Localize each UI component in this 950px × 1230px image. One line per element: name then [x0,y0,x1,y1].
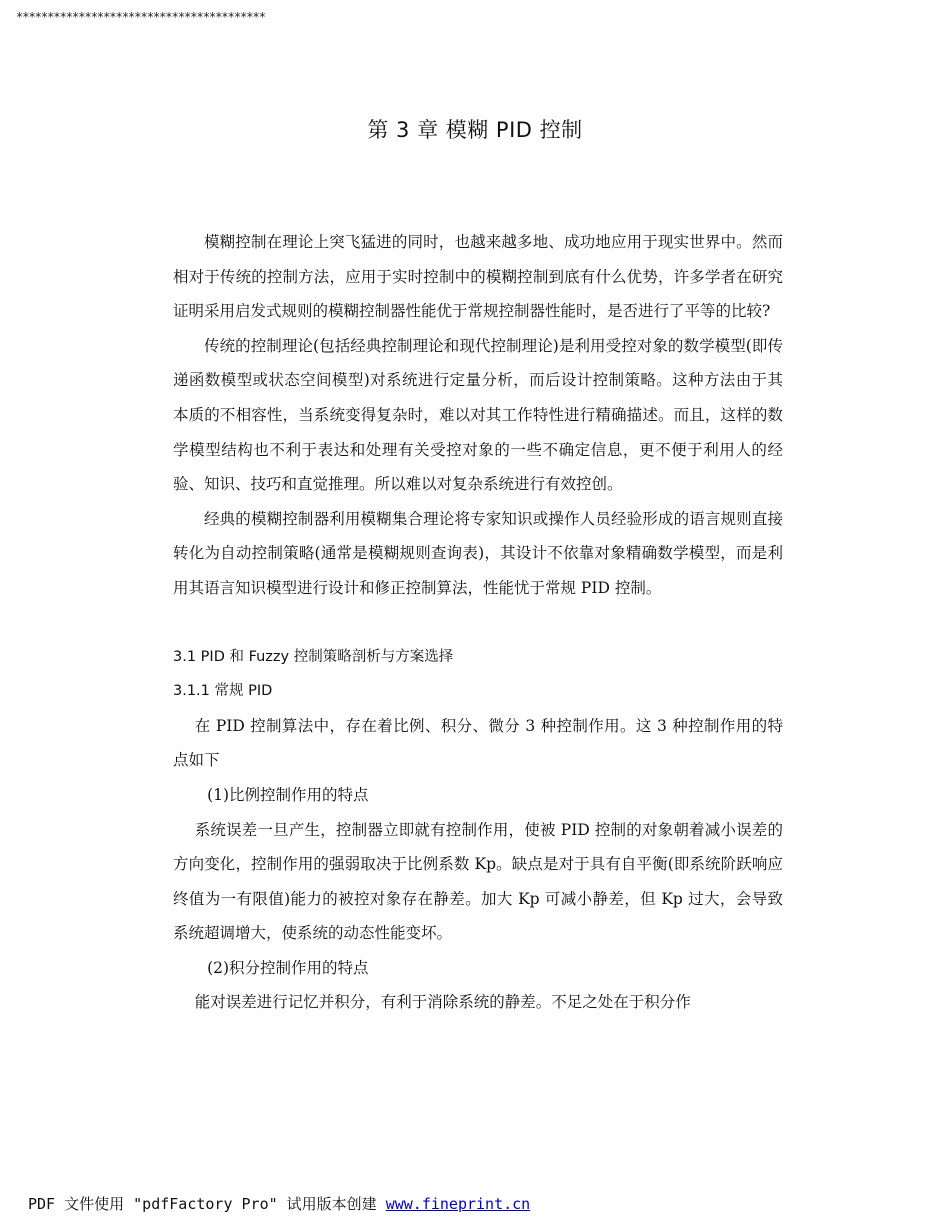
paragraph-intro: 模糊控制在理论上突飞猛进的同时，也越来越多地、成功地应用于现实世界中。然而相对于传统的控制方法，应用于实时控制中的模糊控制到底有什么优势，许多学者在研究证明采用启发式规则的模糊控制器性能优于常规控制器性能时，是否进行了平等的比较? [173,233,783,321]
paragraph-proportional: 系统误差一旦产生，控制器立即就有控制作用，使被 PID 控制的对象朝着减小误差的方向变化，控制作用的强弱取决于比例系数 Kp。缺点是对于具有自平衡(即系统阶跃响应终值为一有限值)能力的被控对象存在静差。加大 Kp 可减小静差，但 Kp 过大，会导致系统超调增大，使系统的动态性能变坏。 [173,820,783,943]
paragraph-integral: 能对误差进行记忆并积分，有利于消除系统的静差。不足之处在于积分作 [194,993,691,1012]
footer-link[interactable]: www.fineprint.cn [385,1195,531,1213]
paragraph-traditional-control: 传统的控制理论(包括经典控制理论和现代控制理论)是利用受控对象的数学模型(即传递函数模型或状态空间模型)对系统进行定量分析，而后设计控制策略。这种方法由于其本质的不相容性，当系统变得复杂时，难以对其工作特性进行精确描述。而且，这样的数学模型结构也不利于表达和处理有关受控对象的一些不确定信息，更不便于利用人的经验、知识、技巧和直觉推理。所以难以对复杂系统进行有效控创。 [173,336,783,494]
footer-text: PDF 文件使用 "pdfFactory Pro" 试用版本创建 [28,1195,386,1213]
paragraph-classic-fuzzy: 经典的模糊控制器利用模糊集合理论将专家知识或操作人员经验形成的语言规则直接转化为自动控制策略(通常是模糊规则查询表)，其设计不依靠对象精确数学模型，而是利用其语言知识模型进行设计和修正控制算法，性能忧于常规 PID 控制。 [173,509,783,597]
list-item-integral: (2)积分控制作用的特点 [207,958,369,977]
document-body [173,225,783,1020]
section-heading-3-1: 3.1 PID 和 Fuzzy 控制策略剖析与方案选择 [173,648,454,665]
pdf-footer [28,1193,530,1214]
list-item-proportional: (1)比例控制作用的特点 [207,785,369,804]
chapter-title: 第 3 章 模糊 PID 控制 [367,118,583,142]
section-heading-3-1-1: 3.1.1 常规 PID [173,683,273,700]
header-asterisks: **************************************** [16,10,265,24]
paragraph-pid-actions: 在 PID 控制算法中，存在着比例、积分、微分 3 种控制作用。这 3 种控制作用的特点如下 [173,716,783,770]
